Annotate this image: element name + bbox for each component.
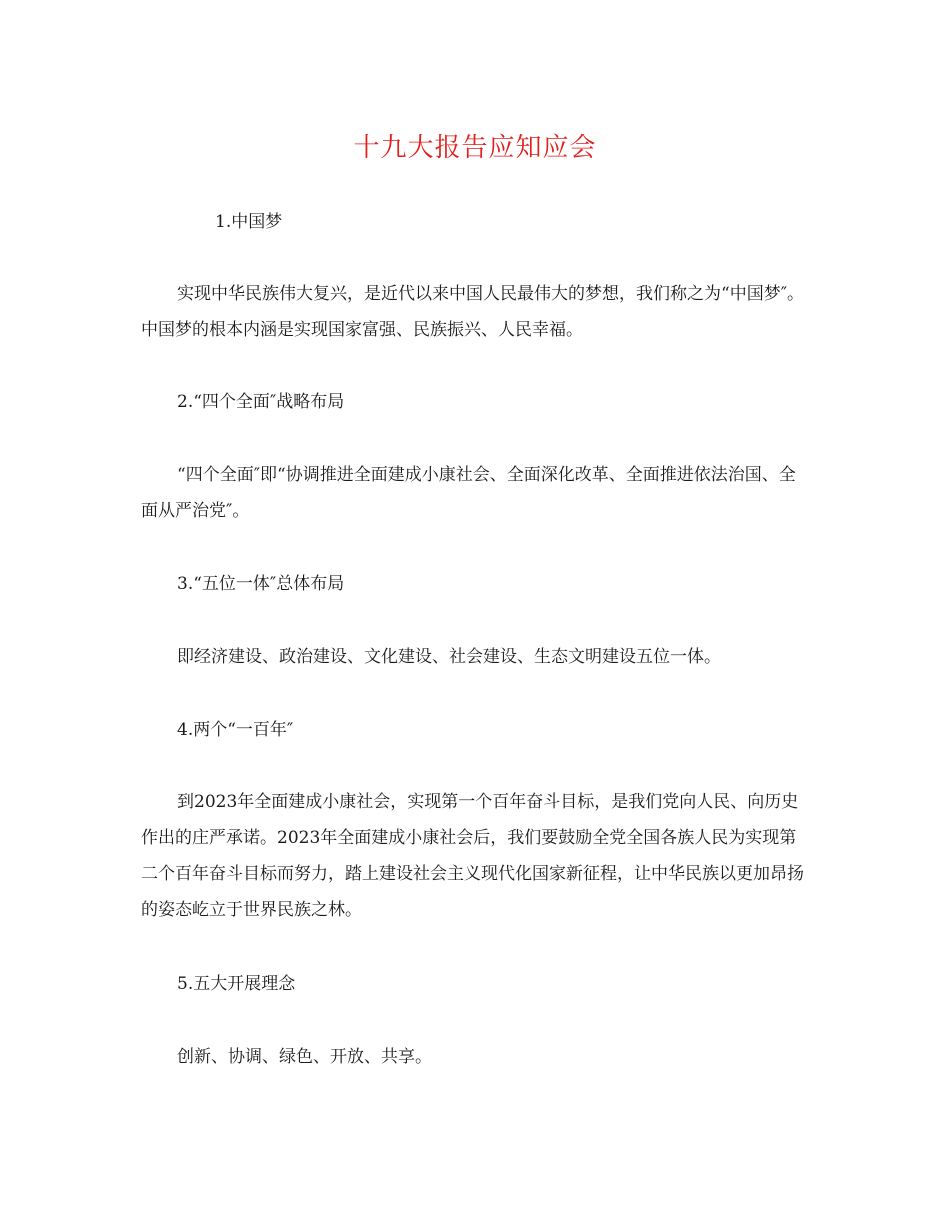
section-heading-1: 1.中国梦 (215, 212, 283, 232)
section-heading-2: 2.“四个全面″战略布局 (177, 392, 345, 412)
section-body-3: 即经济建设、政治建设、文化建设、社会建设、生态文明建设五位一体。 (177, 647, 721, 667)
document-title: 十九大报告应知应会 (353, 133, 597, 163)
section-body-1: 实现中华民族伟大复兴，是近代以来中国人民最伟大的梦想，我们称之为“中国梦″。中国梦的根本内涵是实现国家富强、民族振兴、人民幸福。 (141, 284, 805, 340)
section-body-2: “四个全面″即“协调推进全面建成小康社会、全面深化改革、全面推进依法治国、全面从严治党″。 (141, 465, 796, 521)
section-heading-5: 5.五大开展理念 (177, 974, 296, 994)
section-heading-3: 3.“五位一体″总体布局 (177, 574, 345, 594)
section-body-5: 创新、协调、绿色、开放、共享。 (177, 1047, 432, 1067)
section-body-4: 到2023年全面建成小康社会，实现第一个百年奋斗目标，是我们党向人民、向历史作出的庄严承诺。2023年全面建成小康社会后，我们要鼓励全党全国各族人民为实现第二个百年奋斗目标而努力，踏上建设社会主义现代化国家新征程，让中华民族以更加昂扬的姿态屹立于世界民族之林。 (141, 792, 804, 920)
section-heading-4: 4.两个“一百年″ (177, 720, 294, 740)
